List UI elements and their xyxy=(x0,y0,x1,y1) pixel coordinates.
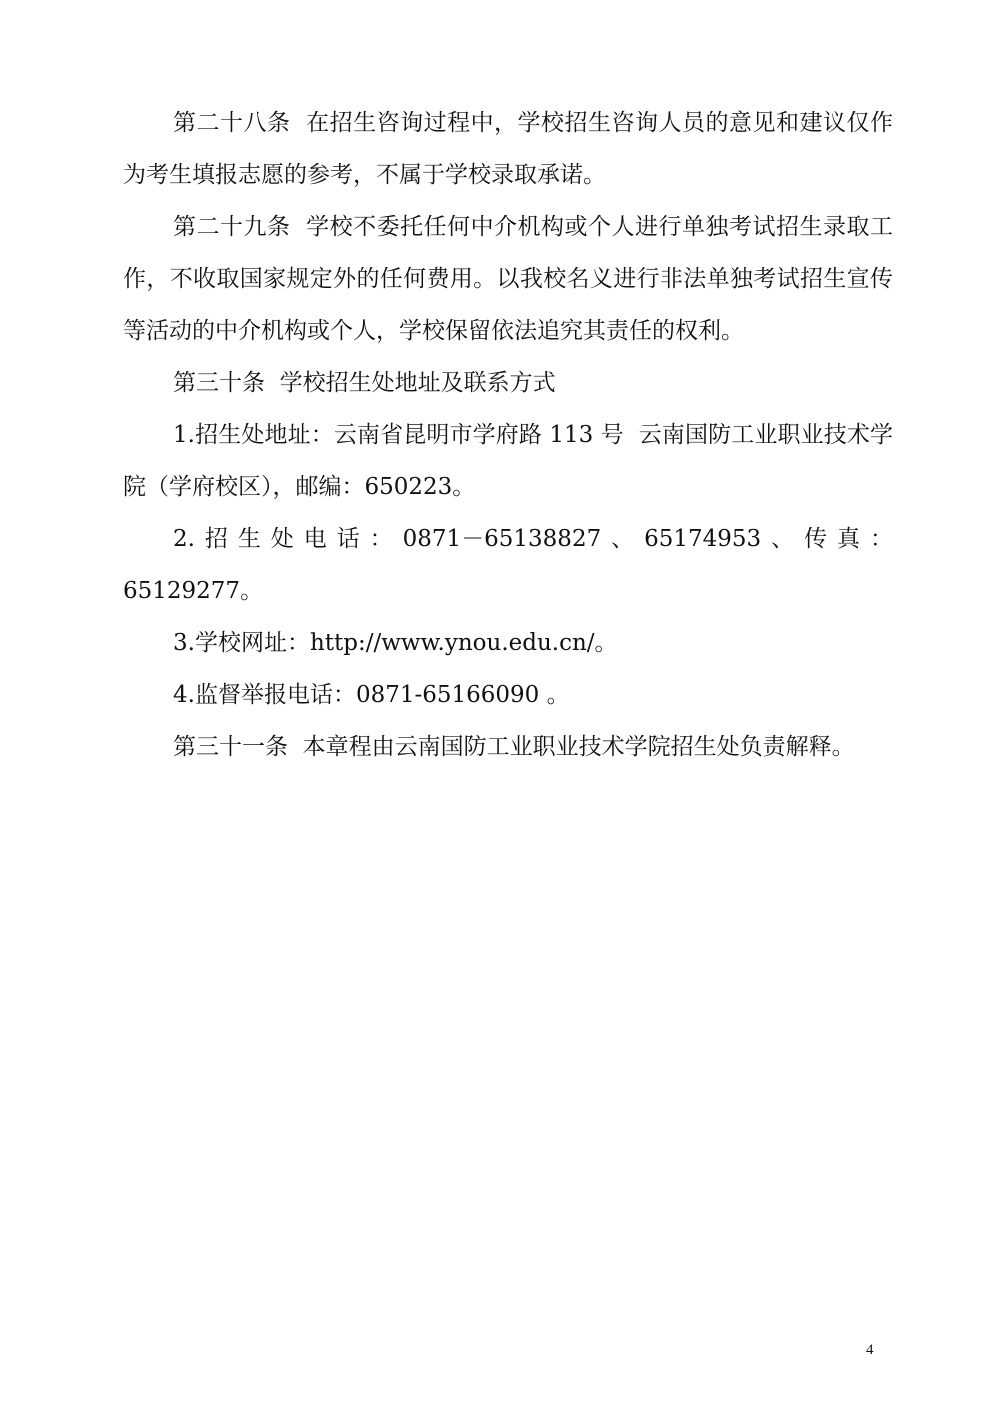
contact-website-item: 3.学校网址：http://www.ynou.edu.cn/。 xyxy=(173,630,618,656)
contact-phone-item: 2.招生处电话：0871－65138827、65174953、传真：65129277。 xyxy=(123,526,893,604)
document-body xyxy=(123,97,893,773)
page-number: 4 xyxy=(866,1342,874,1358)
article-29-paragraph: 第二十九条 学校不委托任何中介机构或个人进行单独考试招生录取工作，不收取国家规定外的任何费用。以我校名义进行非法单独考试招生宣传等活动的中介机构或个人，学校保留依法追究其责任的权利。 xyxy=(123,214,893,344)
contact-address-item: 1.招生处地址：云南省昆明市学府路 113 号 云南国防工业职业技术学院（学府校区），邮编：650223。 xyxy=(123,422,893,500)
article-28-paragraph: 第二十八条 在招生咨询过程中，学校招生咨询人员的意见和建议仅作为考生填报志愿的参考，不属于学校录取承诺。 xyxy=(123,110,893,188)
article-31-paragraph: 第三十一条 本章程由云南国防工业职业技术学院招生处负责解释。 xyxy=(173,734,855,760)
article-30-heading: 第三十条 学校招生处地址及联系方式 xyxy=(173,370,556,396)
contact-report-phone-item: 4.监督举报电话：0871-65166090 。 xyxy=(173,682,570,708)
